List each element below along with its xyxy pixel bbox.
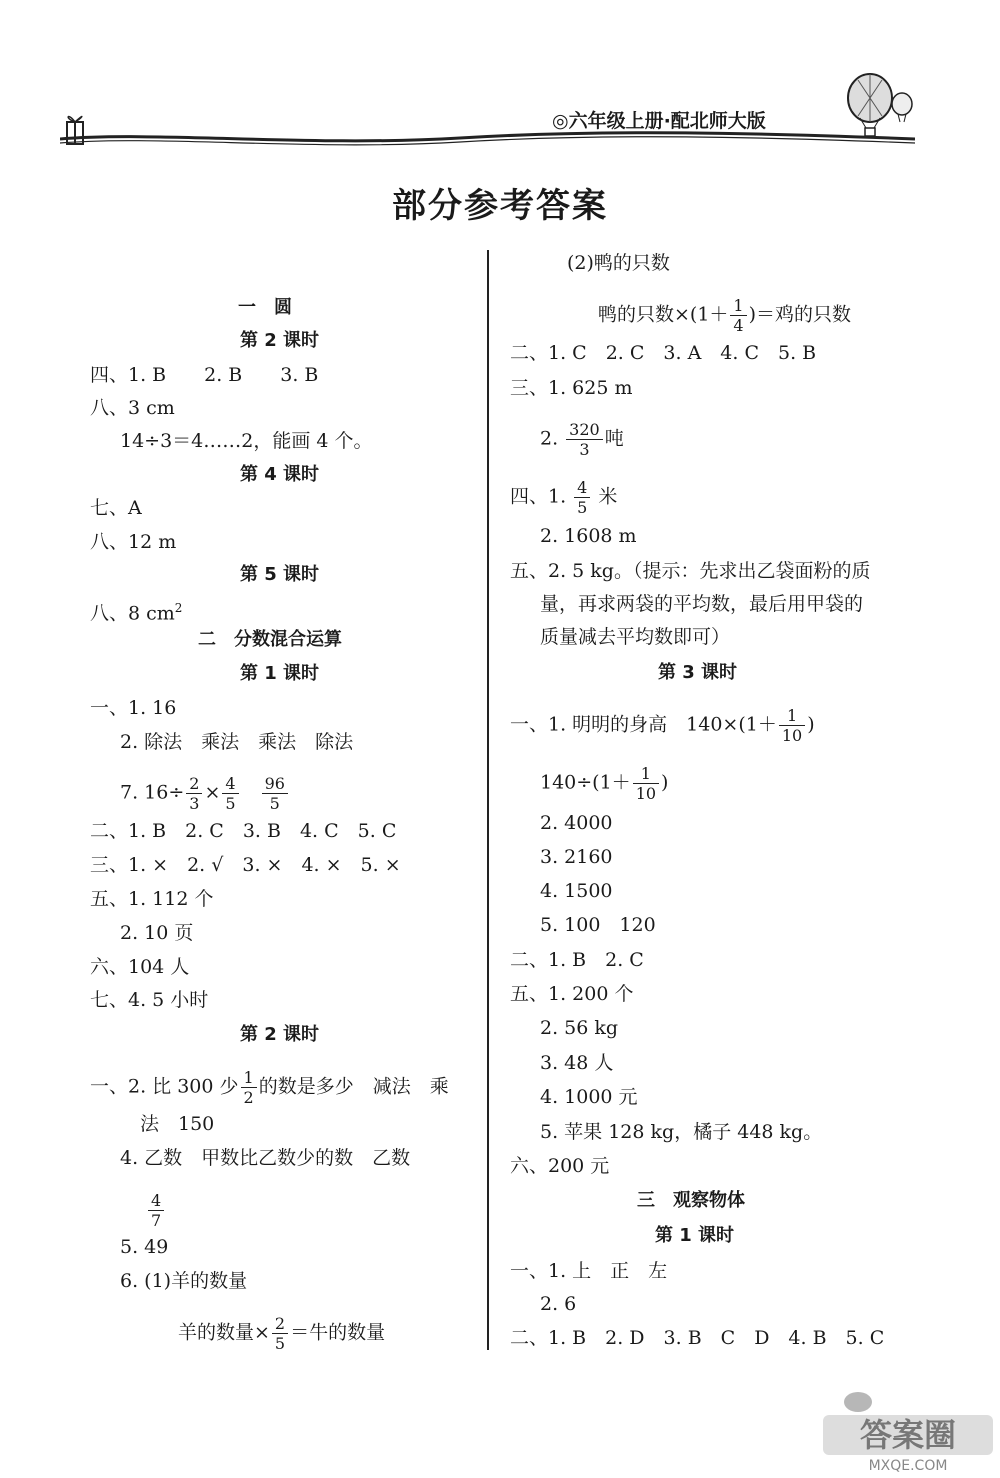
superscript: 2 [174, 601, 183, 615]
right-line-27 [510, 1259, 667, 1283]
fraction: $\frac{1}{4}$ [730, 296, 746, 335]
gift-icon [60, 108, 90, 148]
right-line-17 [540, 913, 656, 937]
svg-text:MXQE.COM: MXQE.COM [868, 1458, 948, 1474]
line-text-after: 米 [592, 485, 618, 508]
line-text: 3. 48 人 [540, 1052, 614, 1074]
hot-air-balloon-icon [840, 72, 915, 144]
left-line-16 [90, 819, 396, 843]
line-text: 三、1. 625 m [510, 377, 633, 399]
right-line-9 [540, 592, 863, 616]
left-line-5 [120, 429, 373, 453]
left-line-8 [90, 530, 176, 554]
line-text: 羊的数量× [178, 1321, 270, 1344]
left-line-9 [240, 563, 319, 587]
line-text: 一、1. 明明的身高 140×(1＋ [510, 713, 777, 736]
right-line-26 [655, 1224, 734, 1248]
left-line-11 [198, 628, 342, 652]
right-line-15 [540, 845, 613, 869]
line-text: 一、1. 上 正 左 [510, 1260, 668, 1282]
line-text: 五、1. 112 个 [90, 888, 214, 910]
line-text: 第 1 课时 [240, 663, 320, 684]
line-text: 一、2. 比 300 少 [90, 1075, 239, 1098]
line-text: 七、A [90, 497, 142, 519]
svg-text:答案圈: 答案圈 [859, 1416, 957, 1454]
fraction: $\frac{1}{2}$ [241, 1068, 257, 1107]
line-text: 八、12 m [90, 531, 177, 553]
left-line-7 [90, 496, 142, 520]
line-text: 4. 1500 [540, 880, 613, 902]
fraction: $\frac{4}{7}$ [148, 1191, 164, 1230]
left-line-10 [90, 596, 182, 625]
line-text: 第 4 课时 [240, 464, 320, 485]
right-line-19 [510, 982, 633, 1006]
header-title: ◎六年级上册·配北师大版 [552, 110, 766, 132]
left-line-21 [90, 988, 208, 1012]
line-text: 3. 2160 [540, 846, 613, 868]
operator: × [204, 781, 221, 804]
left-line-20 [90, 955, 189, 979]
right-line-20 [540, 1016, 618, 1040]
column-divider [487, 250, 489, 1350]
left-line-4 [90, 396, 175, 420]
right-line-29 [510, 1326, 884, 1350]
line-text: 二、1. B 2. D 3. B C D 4. B 5. C [510, 1327, 885, 1349]
line-text-after: 吨 [604, 427, 624, 450]
line-text: 六、104 人 [90, 956, 190, 978]
left-line-22 [240, 1023, 319, 1047]
right-line-13 [540, 764, 668, 803]
line-text: 六、200 元 [510, 1155, 610, 1177]
line-text: 七、4. 5 小时 [90, 989, 209, 1011]
right-line-7 [540, 524, 637, 548]
left-line-15 [120, 774, 290, 813]
line-text: 14÷3＝4……2，能画 4 个。 [120, 430, 373, 452]
left-line-28 [120, 1269, 247, 1293]
fraction: $\frac{4}{5}$ [222, 774, 238, 813]
line-text: 7. 16÷ [120, 781, 185, 804]
line-text: 一 圆 [238, 297, 292, 318]
right-line-18 [510, 948, 644, 972]
line-text: 第 5 课时 [240, 564, 320, 585]
line-text: 第 3 课时 [658, 662, 738, 683]
line-text: 2. 除法 乘法 乘法 除法 [120, 731, 354, 753]
line-text-after: ) [661, 771, 669, 794]
right-line-5 [540, 420, 624, 459]
line-text: 4. 乙数 甲数比乙数少的数 乙数 [120, 1147, 411, 1169]
left-line-26 [146, 1191, 166, 1230]
fraction: $\frac{4}{5}$ [574, 478, 590, 517]
line-text: 2. 1608 m [540, 525, 637, 547]
page-title: 部分参考答案 [392, 186, 608, 226]
line-text: 140÷(1＋ [540, 771, 631, 794]
right-line-10 [540, 625, 730, 649]
line-text: 三 观察物体 [637, 1190, 745, 1211]
line-text: 三、1. × 2. √ 3. × 4. × 5. × [90, 854, 401, 876]
line-text: 法 150 [140, 1113, 215, 1135]
fraction: $\frac{320}{3}$ [566, 420, 603, 459]
line-text: 二 分数混合运算 [198, 629, 342, 650]
right-line-25 [637, 1189, 745, 1213]
right-line-14 [540, 811, 613, 835]
left-line-14 [120, 730, 353, 754]
fraction: $\frac{1}{10}$ [779, 706, 805, 745]
line-text: (2)鸭的只数 [567, 252, 670, 274]
line-text: 五、1. 200 个 [510, 983, 634, 1005]
left-line-2 [240, 329, 319, 353]
line-text: 二、1. B 2. C 3. B 4. C 5. C [90, 820, 397, 842]
line-text: 二、1. C 2. C 3. A 4. C 5. B [510, 342, 817, 364]
line-text: 第 1 课时 [655, 1225, 735, 1246]
line-text: 八、8 cm [90, 602, 175, 625]
line-text: 第 2 课时 [240, 330, 320, 351]
right-line-12 [510, 706, 815, 745]
header-rule [60, 125, 915, 153]
right-line-8 [510, 559, 870, 583]
line-text: 2. 4000 [540, 812, 613, 834]
left-line-24 [140, 1112, 214, 1136]
line-text: 八、3 cm [90, 397, 175, 419]
line-text: 2. 6 [540, 1293, 577, 1315]
line-text: 2. 10 页 [120, 922, 194, 944]
line-text: 2. 56 kg [540, 1017, 619, 1039]
right-line-16 [540, 879, 613, 903]
right-line-11 [658, 661, 737, 685]
left-line-27 [120, 1235, 168, 1259]
right-line-6 [510, 478, 617, 517]
line-text: 5. 100 120 [540, 914, 656, 936]
line-text-after: ＝牛的数量 [290, 1321, 386, 1344]
left-line-17 [90, 853, 401, 877]
fraction: $\frac{2}{3}$ [186, 774, 202, 813]
left-line-18 [90, 887, 213, 911]
left-line-19 [120, 921, 193, 945]
fraction: $\frac{2}{5}$ [272, 1314, 288, 1353]
line-text: 质量减去平均数即可） [540, 626, 731, 648]
left-line-6 [240, 463, 319, 487]
right-line-1 [567, 251, 670, 275]
line-text: 5. 49 [120, 1236, 169, 1258]
right-line-3 [510, 341, 816, 365]
line-text: 二、1. B 2. C [510, 949, 644, 971]
right-line-24 [510, 1154, 609, 1178]
line-text-after: 的数是多少 减法 乘 [258, 1075, 449, 1098]
line-text: 2. [540, 427, 565, 450]
line-text-after: )＝鸡的只数 [748, 303, 852, 326]
right-line-2 [598, 296, 851, 335]
line-text: 5. 苹果 128 kg，橘子 448 kg。 [540, 1121, 823, 1143]
left-line-23 [90, 1068, 449, 1107]
right-line-28 [540, 1292, 576, 1316]
left-line-25 [120, 1146, 410, 1170]
left-line-12 [240, 662, 319, 686]
line-text: 6. (1)羊的数量 [120, 1270, 248, 1292]
line-text: 第 2 课时 [240, 1024, 320, 1045]
right-line-22 [540, 1085, 638, 1109]
line-text-after: ) [807, 713, 815, 736]
left-line-13 [90, 696, 176, 720]
watermark-logo [818, 1380, 998, 1475]
line-text: 一、1. 16 [90, 697, 177, 719]
right-line-21 [540, 1051, 613, 1075]
left-line-1 [238, 296, 292, 320]
line-text: 四、1. [510, 485, 573, 508]
line-text: 4. 1000 元 [540, 1086, 638, 1108]
line-text: 四、1. B 2. B 3. B [90, 364, 319, 386]
line-text: 量，再求两袋的平均数，最后用甲袋的 [540, 593, 864, 615]
right-line-23 [540, 1120, 822, 1144]
line-text: 鸭的只数×(1＋ [598, 303, 729, 326]
fraction: $\frac{1}{10}$ [633, 764, 659, 803]
left-line-29 [178, 1314, 385, 1353]
left-line-3 [90, 363, 318, 387]
line-text: 五、2. 5 kg。（提示：先求出乙袋面粉的质 [510, 560, 871, 582]
right-line-4 [510, 376, 633, 400]
fraction: $\frac{96}{5}$ [262, 774, 288, 813]
